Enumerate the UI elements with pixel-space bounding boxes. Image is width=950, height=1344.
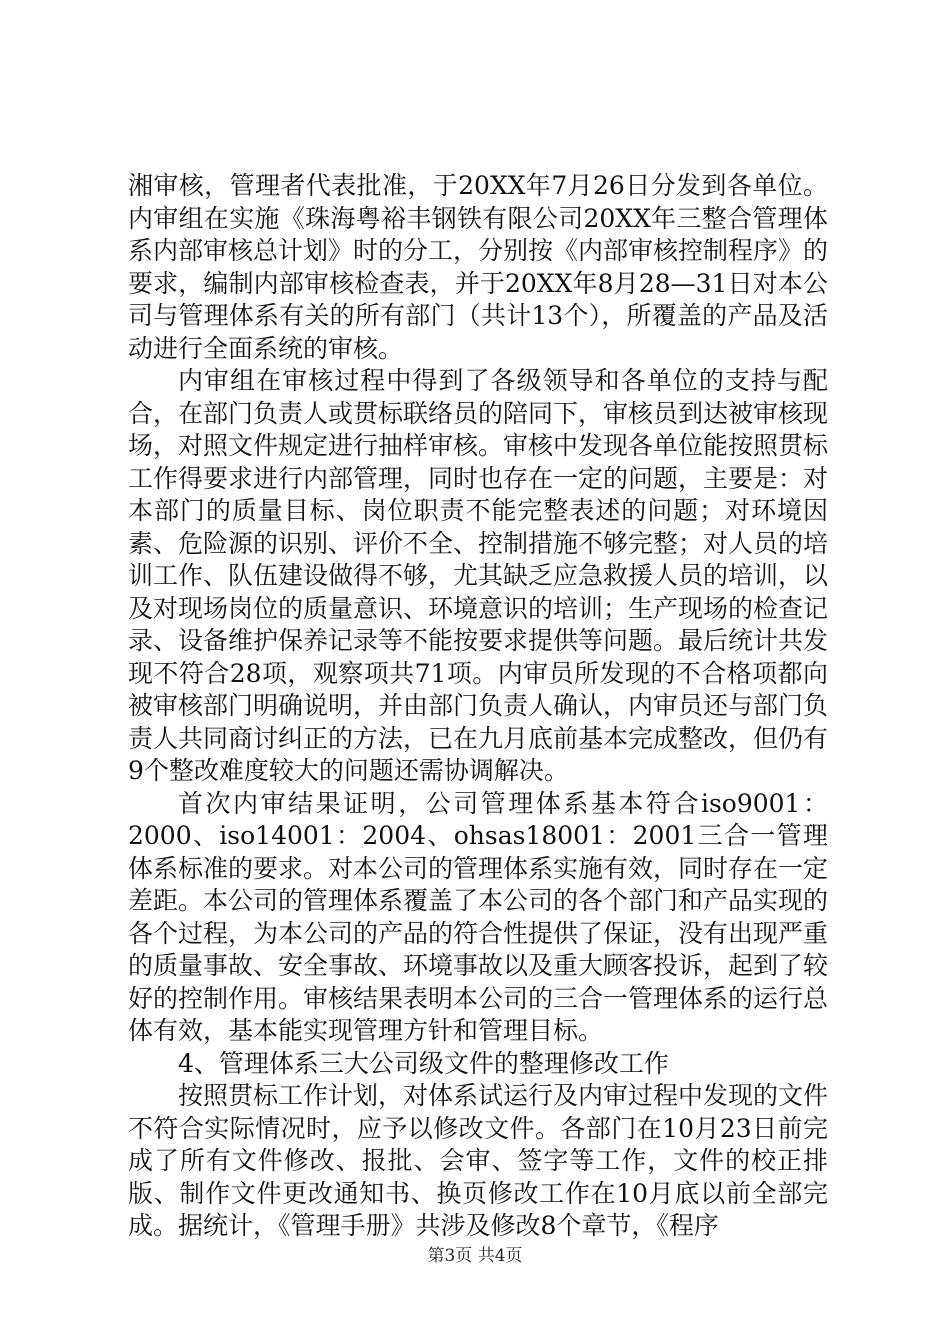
paragraph-audit-process: 内审组在审核过程中得到了各级领导和各单位的支持与配合，在部门负责人或贯标联络员的陪同下，审核员到达被审核现场，对照文件规定进行抽样审核。审核中发现各单位能按照贯标工作得要求进行内部管理，同时也存在一定的问题，主要是：对本部门的质量目标、岗位职责不能完整表述的问题；对环境因素、危险源的识别、评价不全、控制措施不够完整；对人员的培训工作、队伍建设做得不够，尤其缺乏应急救援人员的培训，以及对现场岗位的质量意识、环境意识的培训；生产现场的检查记录、设备维护保养记录等不能按要求提供等问题。最后统计共发现不符合28项，观察项共71项。内审员所发现的不合格项都向被审核部门明确说明，并由部门负责人确认，内审员还与部门负责人共同商讨纠正的方法，已在九月底前基本完成整改，但仍有9个整改难度较大的问题还需协调解决。 [128,366,829,785]
paragraph-audit-result: 首次内审结果证明，公司管理体系基本符合iso9001：2000、iso14001：2004、ohsas18001：2001三合一管理体系标准的要求。对本公司的管理体系实施有效，同时存在一定差距。本公司的管理体系覆盖了本公司的各个部门和产品实现的各个过程，为本公司的产品的符合性提供了保证，没有出现严重的质量事故、安全事故、环境事故以及重大顾客投诉，起到了较好的控制作用。审核结果表明本公司的三合一管理体系的运行总体有效，基本能实现管理方针和管理目标。 [128,788,829,1045]
paragraph-document-revision: 按照贯标工作计划，对体系试运行及内审过程中发现的文件不符合实际情况时，应予以修改文件。各部门在10月23日前完成了所有文件修改、报批、会审、签字等工作，文件的校正排版、制作文件更改通知书、换页修改工作在10月底以前全部完成。据统计，《管理手册》共涉及修改8个章节，《程序 [128,1081,829,1240]
section-heading-document-revision: 4、管理体系三大公司级文件的整理修改工作 [178,1048,669,1078]
page-number-footer: 第3页 共4页 [427,1246,523,1266]
document-body [128,170,828,1243]
paragraph-review-continuation: 湘审核，管理者代表批准，于20XX年7月26日分发到各单位。内审组在实施《珠海粤裕丰钢铁有限公司20XX年三整合管理体系内部审核总计划》时的分工，分别按《内部审核控制程序》的要求，编制内部审核检查表，并于20XX年8月28—31日对本公司与管理体系有关的所有部门（共计13个），所覆盖的产品及活动进行全面系统的审核。 [128,171,829,363]
